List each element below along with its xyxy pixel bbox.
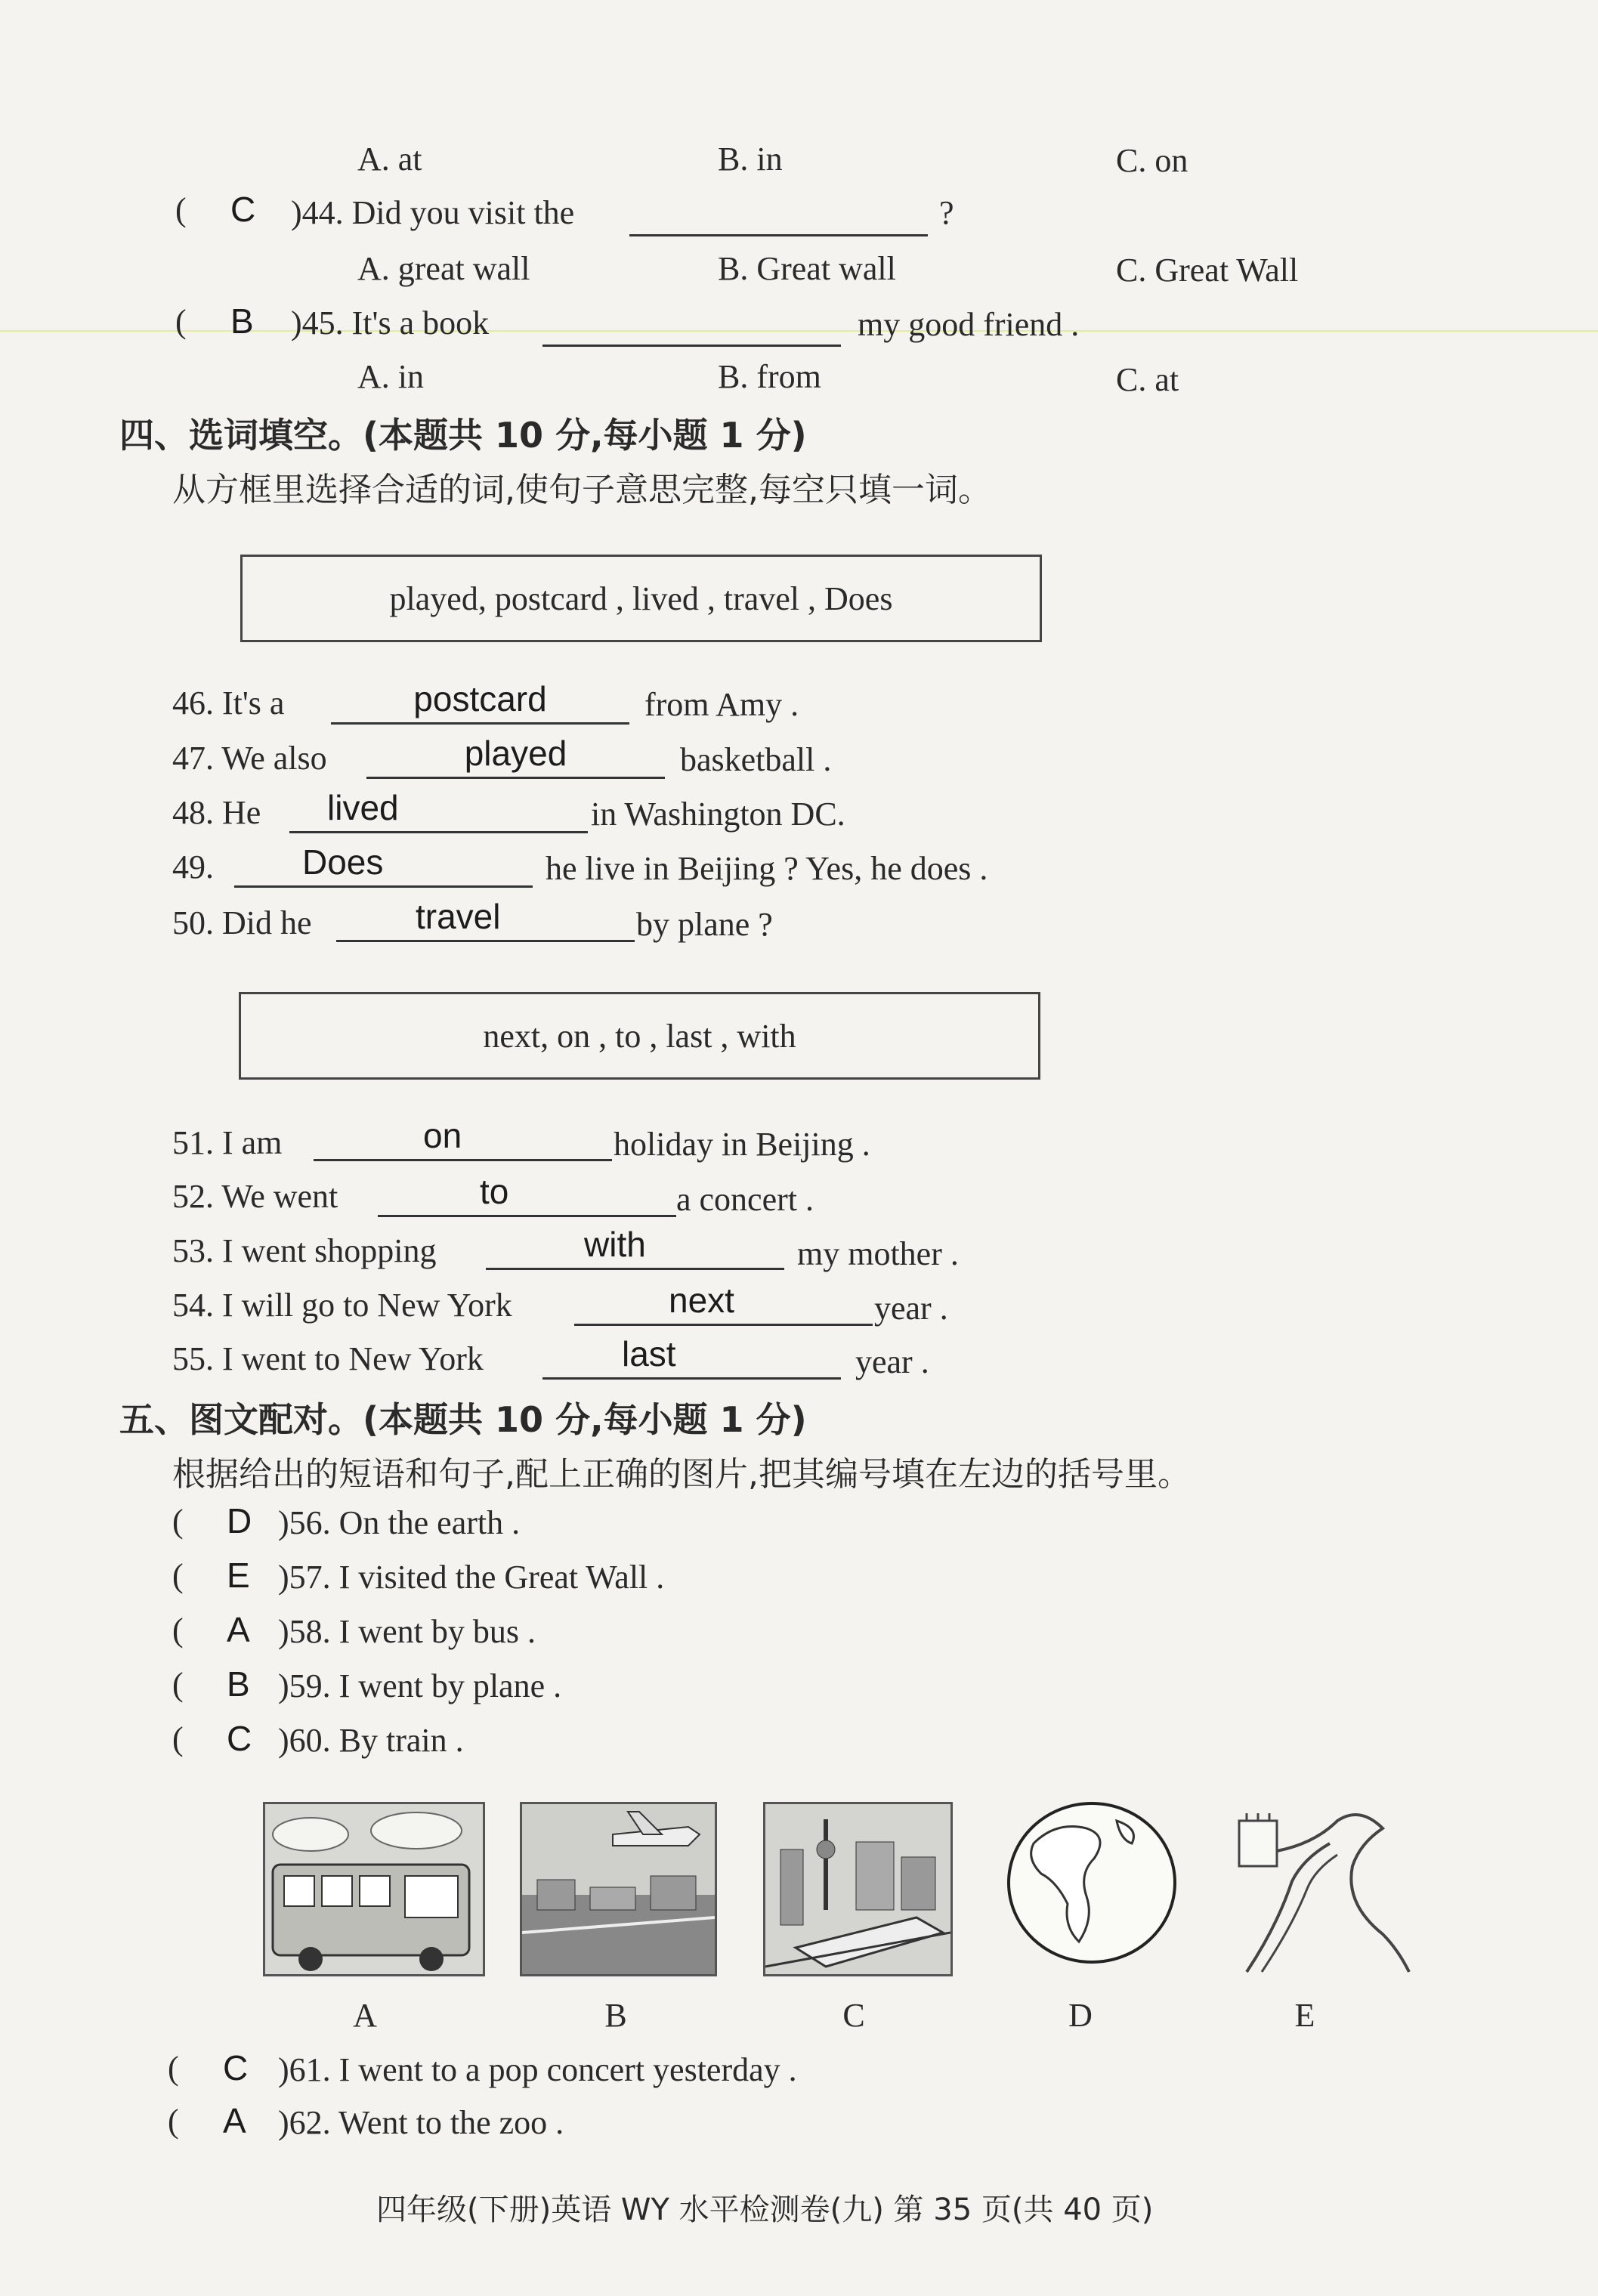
picture-label-c: C xyxy=(842,1997,865,2034)
section4-heading: 四、选词填空。(本题共 10 分,每小题 1 分) xyxy=(119,415,807,456)
q43-option-a: A. at xyxy=(357,141,422,178)
q47-blank[interactable] xyxy=(366,734,665,779)
q45-text: )45. It's a book xyxy=(291,304,490,341)
q60-text: )60. By train . xyxy=(278,1722,464,1759)
q54-text: 54. I will go to New York xyxy=(172,1287,512,1324)
q55-post: year . xyxy=(855,1343,929,1380)
section4-instruction: 从方框里选择合适的词,使句子意思完整,每空只填一词。 xyxy=(172,471,991,509)
q59-paren: ( xyxy=(172,1666,184,1703)
q52-answer: to xyxy=(480,1172,509,1211)
q44-text: )44. Did you visit the xyxy=(291,194,575,231)
q45-option-a: A. in xyxy=(357,358,424,395)
q61-text: )61. I went to a pop concert yesterday . xyxy=(278,2051,797,2088)
q46-answer: postcard xyxy=(413,679,547,718)
q56-paren: ( xyxy=(172,1503,184,1540)
earth-icon xyxy=(1003,1798,1181,1968)
q44-option-b: B. Great wall xyxy=(718,250,896,287)
q45-blank[interactable] xyxy=(542,305,841,347)
q49-answer: Does xyxy=(302,842,384,882)
q50-text: 50. Did he xyxy=(172,904,312,941)
q52-post: a concert . xyxy=(676,1181,814,1218)
picture-a xyxy=(263,1802,485,1976)
picture-e xyxy=(1232,1798,1417,1976)
picture-label-a: A xyxy=(353,1997,377,2034)
q60-paren: ( xyxy=(172,1720,184,1757)
picture-c xyxy=(763,1802,953,1976)
q45-option-b: B. from xyxy=(718,358,821,395)
q54-blank[interactable] xyxy=(574,1281,873,1326)
q44-end: ? xyxy=(939,194,954,231)
q57-text: )57. I visited the Great Wall . xyxy=(278,1559,665,1596)
q49-blank[interactable] xyxy=(234,842,533,888)
q57-answer[interactable]: E xyxy=(227,1556,250,1595)
q46-blank[interactable] xyxy=(331,679,629,725)
q62-answer[interactable]: A xyxy=(223,2101,246,2140)
q50-blank[interactable] xyxy=(336,897,635,942)
q50-answer: travel xyxy=(416,897,501,936)
bus-icon xyxy=(265,1804,483,1974)
q58-answer[interactable]: A xyxy=(227,1610,250,1649)
section5-heading: 五、图文配对。(本题共 10 分,每小题 1 分) xyxy=(119,1399,807,1440)
q45-option-c: C. at xyxy=(1116,361,1179,398)
q54-post: year . xyxy=(874,1290,948,1327)
q51-text: 51. I am xyxy=(172,1124,283,1161)
q53-text: 53. I went shopping xyxy=(172,1232,437,1269)
q51-answer: on xyxy=(423,1116,462,1155)
q48-post: in Washington DC. xyxy=(591,796,845,833)
q61-paren: ( xyxy=(168,2050,179,2087)
q51-blank[interactable] xyxy=(314,1116,612,1161)
q45-answer[interactable]: B xyxy=(230,301,254,341)
plane-icon xyxy=(522,1804,715,1974)
q51-post: holiday in Beijing . xyxy=(614,1126,870,1163)
q62-paren: ( xyxy=(168,2103,179,2140)
q43-option-c: C. on xyxy=(1116,142,1188,179)
picture-label-d: D xyxy=(1068,1997,1093,2034)
q44-option-c: C. Great Wall xyxy=(1116,252,1299,289)
q55-blank[interactable] xyxy=(542,1334,841,1380)
q47-text: 47. We also xyxy=(172,740,327,777)
picture-b xyxy=(520,1802,717,1976)
q45-paren: ( xyxy=(175,303,187,340)
q48-blank[interactable] xyxy=(289,788,588,833)
q62-text: )62. Went to the zoo . xyxy=(278,2104,564,2141)
q53-blank[interactable] xyxy=(486,1225,784,1270)
q49-text: 49. xyxy=(172,848,214,885)
train-icon xyxy=(765,1804,950,1974)
q57-paren: ( xyxy=(172,1557,184,1594)
q50-post: by plane ? xyxy=(636,906,773,943)
q59-text: )59. I went by plane . xyxy=(278,1667,562,1704)
word-box-1: played, postcard , lived , travel , Does xyxy=(240,555,1042,642)
q58-paren: ( xyxy=(172,1612,184,1649)
picture-label-e: E xyxy=(1294,1997,1315,2034)
q44-blank[interactable] xyxy=(629,195,928,236)
q43-option-b: B. in xyxy=(718,141,783,178)
q46-post: from Amy . xyxy=(644,686,799,723)
q49-post: he live in Beijing ? Yes, he does . xyxy=(546,850,988,887)
q45-end: my good friend . xyxy=(858,306,1080,343)
q59-answer[interactable]: B xyxy=(227,1664,250,1704)
q44-paren: ( xyxy=(175,191,187,228)
q48-answer: lived xyxy=(327,788,399,827)
picture-label-b: B xyxy=(604,1997,627,2034)
section5-instruction: 根据给出的短语和句子,配上正确的图片,把其编号填在左边的括号里。 xyxy=(172,1455,1191,1494)
q52-text: 52. We went xyxy=(172,1178,338,1215)
q44-answer[interactable]: C xyxy=(230,190,256,229)
q58-text: )58. I went by bus . xyxy=(278,1613,536,1650)
q55-text: 55. I went to New York xyxy=(172,1340,484,1377)
q60-answer[interactable]: C xyxy=(227,1719,252,1758)
q56-answer[interactable]: D xyxy=(227,1501,252,1540)
q47-answer: played xyxy=(464,734,567,773)
page-footer: 四年级(下册)英语 WY 水平检测卷(九) 第 35 页(共 40 页) xyxy=(376,2192,1154,2227)
q44-option-a: A. great wall xyxy=(357,250,530,287)
q52-blank[interactable] xyxy=(378,1172,676,1217)
picture-d xyxy=(1003,1798,1181,1968)
q54-answer: next xyxy=(669,1281,734,1320)
q48-text: 48. He xyxy=(172,794,261,831)
great-wall-icon xyxy=(1232,1798,1417,1976)
q47-post: basketball . xyxy=(680,741,832,778)
q61-answer[interactable]: C xyxy=(223,2048,249,2087)
q56-text: )56. On the earth . xyxy=(278,1504,521,1541)
q53-post: my mother . xyxy=(797,1235,959,1272)
word-box-2: next, on , to , last , with xyxy=(239,992,1040,1080)
q55-answer: last xyxy=(622,1334,676,1374)
q53-answer: with xyxy=(584,1225,646,1264)
q46-text: 46. It's a xyxy=(172,684,285,722)
